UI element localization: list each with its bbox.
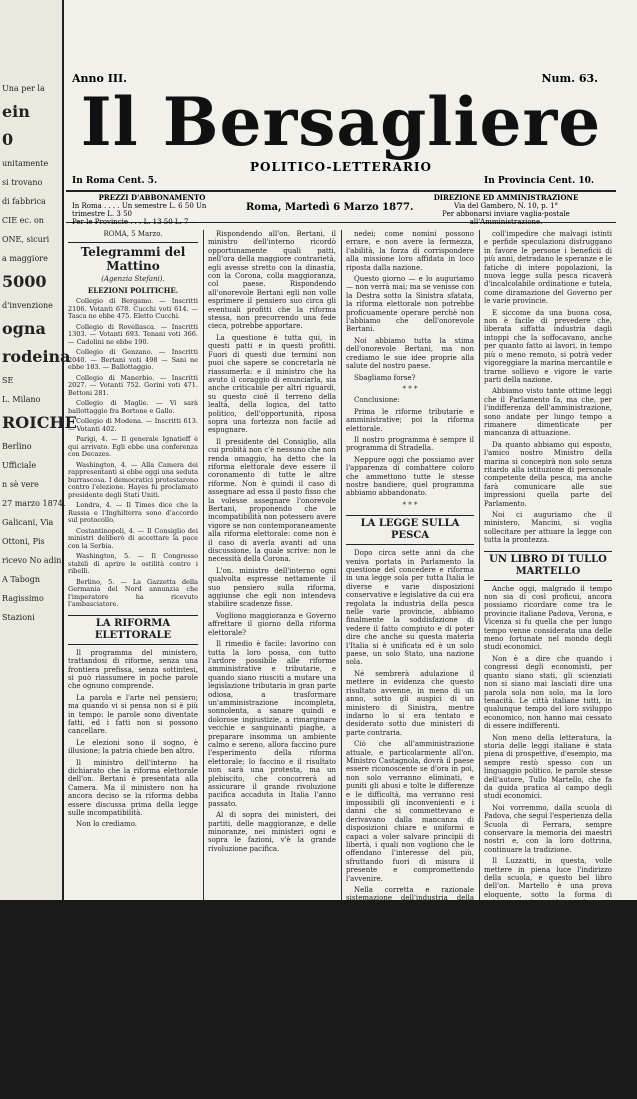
- paragraph: Sbagliamo forse?: [354, 373, 416, 382]
- strip-text: A Tabogn: [2, 575, 41, 584]
- paragraph: Rispondendo all'on. Bertani, il ministro dell'interno ricordò opportunamente quali patti, nell'ora della maggiore contrarietà, egli avesse stretto con la dinastia, con la Corona, colla maggioranza, col paese. Rispondendo all'onorevole Bertani egli non volle esprimere il pensiero suo circa gli eventuali profitti che la riforma stessa, non precorrendo una fede cieca, potrebbe apportare.: [208, 230, 336, 331]
- conclusion-body: [346, 408, 474, 498]
- strip-text: a maggiore: [2, 254, 48, 263]
- paragraph: Neppure oggi che possiamo aver l'apparenza di combattere coloro che ammettono tutte le stesse nostre bandiere, quel programma abbiamo abbandonato.: [346, 455, 474, 498]
- paragraph: Le elezioni sono il sogno, è illusione; la patria chiede ben altro.: [68, 738, 198, 756]
- strip-text: 27 marzo 1874.: [2, 499, 66, 508]
- paragraph: Sappiamo anche noi che non basterà la legge di sul portare a quel grado di sviluppo al quale prosperamente e ne desidera la Ma non si tratta di riforma industriale, ma di rendere utile ai diritti e gli obblighi.: [346, 1040, 474, 1099]
- strip-text: 5000: [2, 272, 47, 291]
- price-row: [66, 176, 616, 192]
- subscription-line: Per le Provincie . . . L. 13 50 L. 7 —: [72, 218, 198, 226]
- subscription-box: [72, 194, 232, 226]
- paragraph: Washington, 4. — Alla Camera dei rappresentanti si ebbe oggi una seduta burrascosa. I democratici protestarono contro l'elezione. Hayes fu proclamato presidente degli Stati Uniti.: [68, 460, 198, 499]
- article-body: [68, 649, 198, 829]
- election-list: [68, 298, 198, 433]
- paragraph: Il nostro programma è sempre il programma di Stradella.: [346, 435, 474, 453]
- strip-text: ein: [2, 102, 30, 121]
- price-rome: In Roma Cent. 5.: [72, 176, 158, 186]
- column-1: [68, 230, 198, 900]
- paragraph: Ciò che all'amministrazione attuale, e particolarmente all'on. Ministro Castagnola, dovrà il paese essere riconoscente se d'ora in poi, non solo verranno eliminati, e puniti gli abusi e tolte le differenze e le difficoltà, ma verranno resi impossibili gli inconvenienti e i danni che si commettevano e derivavano dalla mancanza di disposizioni chiare e uniformi e capaci a voler salvare principii di libertà, i quali non vogliono che le offendano l'interesse del più, sfruttando fuori di misura il presente e compromettendo l'avvenire.: [346, 740, 474, 883]
- issue-year: Anno III.: [72, 72, 127, 85]
- separator-stars: * * *: [402, 500, 418, 509]
- article-body: [346, 230, 474, 382]
- paragraph: Dopo circa sette anni da che veniva portata in Parlamento la questione del concedere e riforma in una legge sola per tutta Italia le diverse e varie disposizioni conservative e legislative da cui era regolata la industria della pesca nelle varie provincie, abbiamo finalmente la soddisfazione di vedere il fatto compiuto e di poter dire che anche su questa materia l'Italia si è unificata ed è un solo paese, un solo Stato, una nazione sola.: [346, 549, 474, 667]
- section-title: UN LIBRO DI TULLO MARTELLO: [484, 551, 612, 581]
- strip-text: ricevo No adini: [2, 556, 64, 565]
- adjacent-page-strip: [0, 0, 77, 900]
- info-row: [66, 193, 616, 226]
- paragraph: Il programma del ministero, trattandosi di riforme, senza una frontiera prefissa, senza sottintesi, si può riassumere in poche parole che ognuno comprende.: [68, 648, 198, 691]
- paragraph: La questione è tutta qui, in questi patti e in questi profitti. Fuori di questi due termini non puoi che sapere se concretarla nè riassumerla: e il ministro che ha avuto il coraggio di enunciarla, sia anche criticabile per altri riguardi, su questo cioè il terreno della lealtà, della logica, del tatto politico, dell'opportunità, riposa sopra una fortezza non facile ad espugnare.: [208, 333, 336, 435]
- paragraph: coll'impedire che malvagi istinti e perfide speculazioni distruggano in favore le persone i beneficii di più anni, detradano le speranze e le fatiche di intere popolazioni, la nuova legge sulla pesca ricaverà d'incalcolabile ordinatione e tutela, come diramazione del Governo per le varie provincie.: [484, 230, 612, 306]
- paragraph: Questo giorno — e lo auguriamo — non verrà mai; ma se venisse con la Destra sotto la Sinistra sfatata, la riforma elettorale non potrebbe proficuamente operare perchè non l'abbiamo che dell'onorevole Bertani.: [346, 275, 474, 334]
- direction-line: Via del Gambero, N. 10, p. 1°: [453, 202, 559, 210]
- column-3: [346, 230, 474, 1099]
- column-4: [484, 230, 612, 916]
- strip-text: n sè vere: [2, 480, 39, 489]
- section-title: LA RIFORMA ELETTORALE: [68, 615, 198, 645]
- paragraph: Il Luzzatti, in questa, volle mettere in piena luce l'indirizzo della scuola, e questo bel libro dell'on. Martello è una prova eloquente, sotto la forma di un'opera riassuntiva, che ne resterà a lungo memoria.: [484, 857, 612, 916]
- article-body: [484, 230, 612, 545]
- paragraph: Prima le riforme tributarie e amministrative; poi la riforma elettorale.: [346, 407, 474, 433]
- article-body: [484, 585, 612, 916]
- paragraph: Costantinopoli, 4. — Il Consiglio dei ministri deliberò di accettare la pace con la Serbia.: [68, 526, 198, 550]
- strip-text: rodeina: [2, 347, 71, 366]
- paragraph: Vogliono maggioranza e Governo affrettare il giorno della riforma elettorale?: [208, 611, 336, 637]
- front-page: [66, 56, 616, 1099]
- paragraph: La parola e l'arte nel pensiero; ma quando vi si pensa non si è più in tempo: le parole sono diventate fatti, ed i fatti non si possono cancellare.: [68, 693, 198, 736]
- column-rule: [479, 230, 480, 900]
- strip-text: Ufficiale: [2, 461, 37, 470]
- strip-text: Una per la: [2, 84, 45, 93]
- paragraph: Collegio di Maglie. — Vi sarà ballottaggio fra Bortone e Gallo.: [68, 399, 198, 415]
- paragraph: Non è a dire che quando i congressi degli economisti, per quanto siano stati, gli scienziati non si siano mai lasciati dire una parola sola non solo, ma la loro tenacità. Le città italiane tutti, in qualunque tempo del loro sviluppo economico, non hanno mai cessato di essere indifferenti.: [484, 654, 612, 731]
- paragraph: Collegio di Manerbio. — Inscritti 2027. — Votanti 752. Gorini voti 471. Bettoni 281.: [68, 373, 198, 397]
- paragraph: Noi abbiamo tutta la stima dell'onorevole Bertani, ma non crediamo le sue idee proprie alla salute del nostro paese.: [346, 336, 474, 371]
- paragraph: Washington, 5. — Il Congresso stabilì di aprire le ostilità contro i ribelli.: [68, 552, 198, 576]
- paragraph: Collegio di Rovellasca. — Inscritti 1303. — Votanti 693. Tenani voti 366. — Cadolini ne ebbe 190.: [68, 322, 198, 346]
- column-2: [208, 230, 336, 900]
- strip-text: Galicani, Via: [2, 518, 54, 527]
- paragraph: Anche oggi, malgrado il tempo non sia di così proficui, ancora possiamo ricordare come tra le provincie italiane Padova, Verona, e Vicenza si fu quella che per lungo tempo venne considerata una delle meno fortunate nel mondo degli studi economici.: [484, 584, 612, 652]
- strip-text: Ottoni, Pis: [2, 537, 45, 546]
- telegram-list: [68, 436, 198, 609]
- paragraph: Da quanto abbiamo qui esposto, l'amico nostro Ministro della marina si concepirà non solo senza ritardo alla istituzione di personale competente della pesca, ma anche farà comunicare alle sue impressioni quella parte del Parlamento.: [484, 440, 612, 508]
- paragraph: Né sembrerà adulazione il mettere in evidenza che questo risultato avvenne, in meno di un anno, sotto gli auspici di un ministero di Sinistra, mentre indarno lo si era tentato e desiderato sotto due ministeri di parte contraria.: [346, 669, 474, 737]
- paragraph: Nella corretta e razionale sistemazione dell'industria della pesca, si comprende una quantità di questioni economiche che poche comprendono e i loro ordinamenti non già un progresso. Basterebbe volgere uno sguardo ad altri paesi, studiarne le statistiche, seguirne i progressi, e il vederne con rammarico quanto l'Italia anche in questa, che pur singolarmente dotata dalla natura, si trovasse degradata, arretrata, quanti tesori andavano perduti, perchè non sapevano conoscere e utilizzare quei beneficii e che le loro acque generosamente ci mettono a disposizione.: [346, 886, 474, 1037]
- telegram-agency: (Agenzia Stefani).: [101, 275, 165, 284]
- issue-number: Num. 63.: [541, 72, 598, 85]
- issue-date: Roma, Martedì 6 Marzo 1877.: [246, 202, 414, 213]
- strip-text: SE: [2, 376, 14, 385]
- direction-box: [406, 194, 606, 226]
- column-rule: [341, 230, 342, 900]
- paragraph: L'on. ministro dell'interno ogni qualvolta espresse nettamente il suo pensiero sulla riforma, aggiunse che egli non intendeva stabilire scadenze fisse.: [208, 566, 336, 609]
- strip-text: Ragissimo: [2, 594, 44, 603]
- dateline: ROMA, 5 Marzo.: [103, 230, 163, 238]
- separator-stars: * * *: [402, 384, 418, 393]
- strip-text: d'invenzione: [2, 301, 53, 310]
- subtitle: POLITICO-LETTERARIO: [250, 160, 432, 174]
- strip-text: si trovano: [2, 178, 43, 187]
- direction-title: DIREZIONE ED AMMINISTRAZIONE: [433, 193, 579, 202]
- elections-head: ELEZIONI POLITICHE.: [87, 285, 179, 295]
- paragraph: Collegio di Modena. — Inscritti 613. — Votanti 402.: [68, 417, 198, 433]
- paragraph: Berlino, 5. — La Gazzetta della Germania del Nord annunzia che l'imperatore ha ricevuto l'ambasciatore.: [68, 577, 198, 609]
- price-province: In Provincia Cent. 10.: [484, 176, 594, 186]
- column-rule: [203, 230, 204, 900]
- paragraph: nedei; come nomini possono errare, e non avere la fermezza, l'abilità, la forza di corrispondere alla missione loro affidata in loco riposta dalla nazione.: [346, 230, 474, 272]
- strip-text: 0: [2, 130, 14, 149]
- paragraph: Il presidente del Consiglio, alla cui probità non c'è nessuno che non renda omaggio, ha detto che la riforma elettorale deve essere il coronamento di tutte le altre riforme. Non è quindi il caso di assegnare ad essa il posto fisso che la volesse assegnare l'onorevole Bertani, proponendo che le incompatibilità non potessero avere vigore se non contemporaneamente alla riforma elettorale: come non è il caso di averla avanti ad una discussione, la quale scrive: non le necessità della Corona.: [208, 437, 336, 564]
- paragraph: Noi vorremmo, dalla scuola di Padova, che seguì l'esperienza della Scuola di Ferrara, sempre conservare la memoria dei maestri nostri e, con la loro dottrina, continuare la tradizione.: [484, 803, 612, 854]
- section-title: LA LEGGE SULLA PESCA: [346, 515, 474, 545]
- paragraph: Parigi, 4. — Il generale Ignatieff è qui arrivato. Egli ebbe una conferenza con Decazes.: [68, 435, 198, 459]
- paragraph: Collegio di Bergamo. — Inscritti 2106. Votanti 678. Cucchi voti 614. — Tasca ne ebbe 475. Eletto Cucchi.: [68, 297, 198, 321]
- strip-text: L. Milano: [2, 395, 41, 404]
- conclusion-head: Conclusione:: [354, 396, 400, 405]
- strip-text: di fabbrica: [2, 197, 46, 206]
- paragraph: Il rimedio è facile: lavorino con tutta la loro possa, con tutto l'ardore possibile alle riforme amministrative e tributarie, e quando siano riusciti a mutare una legislazione tributaria in gran parte odiosa, a trasformare un'amministrazione incompleta, sonnolenta, a sanare quindi e dolorose ingiustizie, a rimarginare vecchie e sanguinanti piaghe, a preparare insomma un ambiente calmo e sereno, allora faccino pure l'esperimento della riforma elettorale; lo faccino e il risultato non sarà una protesta, ma un plebiscito, che concorrerà ad assicurare il grande rivoluzione pacifica accaduta in Italia l'anno passato.: [208, 640, 336, 808]
- paragraph: Londra, 4. — Il Times dice che la Russia e l'Inghilterra sono d'accordo sul protocollo.: [68, 501, 198, 525]
- strip-text: ROICHE: [2, 413, 77, 432]
- subscription-title: PREZZI D'ABBONAMENTO: [98, 193, 206, 202]
- paragraph: Il ministro dell'interno ha dichiarato che la riforma elettorale dell'on. Bertani è presentata alla Camera. Ma il ministero non ha ancora deciso se la riforma debba essere discussa prima della legge sulle incompatibilità.: [68, 758, 198, 818]
- direction-line: Per abbonarsi inviare vaglia-postale all'Amministrazione.: [442, 210, 570, 226]
- strip-text: unitamente: [2, 159, 49, 168]
- strip-text: CIE ec. on: [2, 216, 44, 225]
- subscription-line: In Roma . . . . Un semestre L. 6 50 Un trimestre L. 3 50: [72, 202, 207, 218]
- paragraph: Noi ci auguriamo che il ministero, Mancini, si voglia sollecitare per attuare la legge con tutta la prontezza.: [484, 511, 612, 545]
- strip-text: ogna: [2, 319, 46, 338]
- article-body: [346, 549, 474, 1099]
- paragraph: Al di sopra dei ministeri, dei partiti, delle maggioranze, e delle minoranze, nei ministeri ogni e sopra le fazioni, v'è la grande rivoluzione pacifica.: [208, 811, 336, 853]
- paragraph: E siccome da una buona cosa, non è facile di prevedere che, liberata siffatta industria dagli intoppi che la soffocavano, anche per quanto fatto ai lavori, in tempo più o meno remoto, si potrà veder vigoreggiare la marina mercantile e trarne sollievo e vigore le varie parti della nazione.: [484, 308, 612, 384]
- article-body: [208, 230, 336, 853]
- telegram-title: Telegrammi del Mattino: [68, 242, 198, 273]
- paragraph: Non lo crediamo.: [76, 820, 138, 829]
- paragraph: Abbiamo visto tante ottime leggi che il Parlamento fa, ma che, per l'indifferenza dell'amministrazione, sono andate per lungo tempo a rimanere dimenticate per mancanza di attuazione.: [484, 387, 612, 438]
- strip-text: Berlino: [2, 442, 32, 451]
- strip-text: Stazioni: [2, 613, 35, 622]
- masthead: Il Bersagliere: [80, 83, 602, 161]
- paragraph: Non meno della letteratura, la storia delle leggi italiane è stata piena di prospettive, d'esempio, ma sempre restò spesso con un linguaggio politico, le parole stesse dell'autore, Tullo Martello, che fa da guida pratica al campo degli studi economici.: [484, 733, 612, 801]
- paragraph: Collegio di Genzano. — Inscritti 2040. — Bertani voti 498 — Sani ne ebbe 183. — Ballottaggio.: [68, 348, 198, 372]
- strip-text: ONE, sicuri: [2, 235, 50, 244]
